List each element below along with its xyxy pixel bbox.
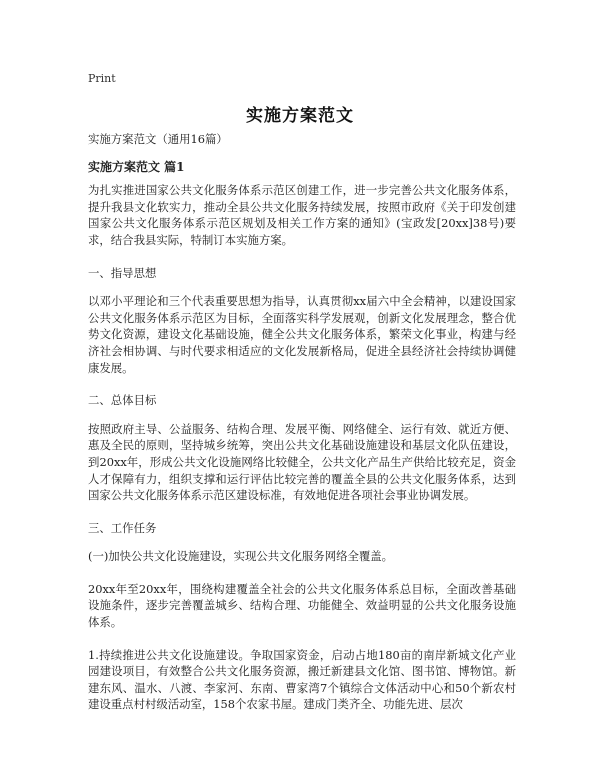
paragraph-overall-goal: 按照政府主导、公益服务、结构合理、发展平衡、网络健全、运行有效、就近方便、惠及全民的原则，坚持城乡统筹，突出公共文化基础设施建设和基层文化队伍建设，到20xx年，形成公共文化设施网络比较健全，公共文化产品生产供给比较充足，资金人才保障有力，组织支撑和运行评估比较完善的覆盖全县的公共文化服务体系，达到国家公共文化服务体系示范区建设标准，有效地促进各项社会事业协调发展。 — [88, 421, 516, 503]
paragraph-task-1-item-1: 1.持续推进公共文化设施建设。争取国家资金，启动占地180亩的南岸新城文化产业园建设项目，有效整合公共文化服务资源，搬迁新建县文化馆、图书馆、博物馆。新建东风、温水、八渡、李家河、东南、曹家湾7个镇综合文体活动中心和50个新农村建设重点村村级活动室，158个农家书屋。建成门类齐全、功能先进、层次 — [88, 647, 516, 712]
heading-work-tasks: 三、工作任务 — [88, 520, 157, 535]
heading-guiding-ideology: 一、指导思想 — [88, 265, 157, 280]
paragraph-task-1-desc: 20xx年至20xx年，围绕构建覆盖全社会的公共文化服务体系总目标，全面改善基础设施条件，逐步完善覆盖城乡、结构合理、功能健全、效益明显的公共文化服务设施体系。 — [88, 581, 516, 630]
heading-overall-goal: 二、总体目标 — [88, 393, 157, 408]
paragraph-task-1-title: (一)加快公共文化设施建设，实现公共文化服务网络全覆盖。 — [88, 549, 394, 564]
paragraph-guiding-ideology: 以邓小平理论和三个代表重要思想为指导，认真贯彻xx届六中全会精神，以建设国家公共文化服务体系示范区为目标，全面落实科学发展观，创新文化发展理念，整合优势文化资源，建设文化基础设施，健全公共文化服务体系，繁荣文化事业，构建与经济社会相协调、与时代要求相适应的文化发展新格局，促进全县经济社会持续协调健康发展。 — [88, 294, 516, 375]
page-title: 实施方案范文 — [246, 106, 354, 126]
document-body — [88, 131, 516, 729]
paragraph-intro: 为扎实推进国家公共文化服务体系示范区创建工作，进一步完善公共文化服务体系，提升我县文化软实力，推动全县公共文化服务持续发展，按照市政府《关于印发创建国家公共文化服务体系示范区规划及相关工作方案的通知》(宝政发[20xx]38号)要求，结合我县实际，特制订本实施方案。 — [88, 183, 516, 247]
document-subtitle: 实施方案范文（通用16篇） — [88, 132, 228, 146]
print-link[interactable]: Print — [88, 72, 116, 85]
section-title: 实施方案范文 篇1 — [88, 159, 185, 174]
